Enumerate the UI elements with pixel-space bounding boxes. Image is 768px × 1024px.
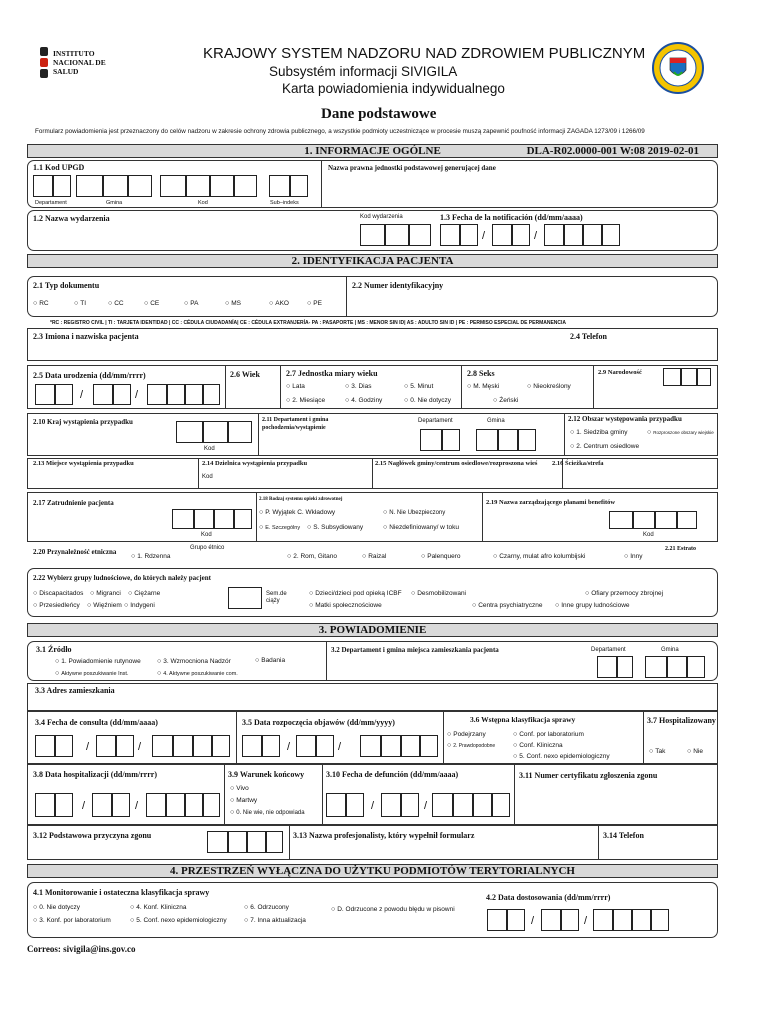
doc-type-pa[interactable]: ○ PA: [184, 300, 198, 307]
monit-inna[interactable]: ○ 7. Inna aktualizacja: [244, 917, 306, 924]
jednostka-label: 2.7 Jednostka miary wieku: [286, 369, 378, 378]
upgd-label: 1.1 Kod UPGD: [33, 163, 85, 172]
obszar-rozproszone[interactable]: ○ Rozproszone obszary wiejskie: [647, 429, 714, 436]
unit-minut[interactable]: ○ 5. Minut: [404, 383, 433, 390]
grupa-ofiary[interactable]: ○ Ofiary przemocy zbrojnej: [585, 590, 663, 597]
data-ur-label: 2.5 Data urodzenia (dd/mm/rrrr): [33, 371, 146, 380]
kod-wydarzenia-box[interactable]: [360, 224, 431, 246]
upgd-dept-box[interactable]: [33, 175, 71, 197]
defuncion-day[interactable]: [326, 793, 364, 817]
data-ur-year[interactable]: [147, 384, 220, 405]
grupa-matki[interactable]: ○ Matki społecznościowe: [309, 602, 382, 609]
grupa-wiezniem[interactable]: ○ Więźniem: [87, 602, 122, 609]
grupa-inne[interactable]: ○ Inne grupy ludnościowe: [555, 602, 630, 609]
dept-label: Departament: [418, 418, 453, 424]
data-ur-month[interactable]: [93, 384, 131, 405]
section-3-header: [27, 623, 718, 637]
wiek-label: 2.6 Wiek: [230, 370, 260, 379]
grupa-icbf[interactable]: ○ Dzieci/dzieci pod opieką ICBF: [309, 590, 402, 597]
rodzaj-szczegolny[interactable]: ○ E. Szczególny: [259, 524, 300, 531]
monit-label: 4.1 Monitorowanie i ostateczna klasyfikacja sprawy: [33, 888, 210, 897]
doc-type-ako[interactable]: ○ AKO: [269, 300, 289, 307]
objawy-label: 3.5 Data rozpoczęcia objawów (dd/mm/yyyy): [242, 718, 395, 727]
etn-rdzenna[interactable]: ○ 1. Rdzenna: [131, 553, 170, 560]
grupa-discapacitados[interactable]: ○ Discapacitados: [33, 590, 83, 597]
sem-ciazy-box[interactable]: [228, 587, 262, 609]
warunek-martwy[interactable]: ○ Martwy: [230, 797, 257, 804]
dept-zam-dept-box[interactable]: [597, 656, 633, 678]
system-title: KRAJOWY SYSTEM NADZORU NAD ZDROWIEM PUBLICZNYM: [203, 45, 646, 62]
rodzaj-wyjatek[interactable]: ○ P. Wyjątek C. Wkładowy: [259, 509, 335, 516]
zatrudnienie-box[interactable]: [172, 509, 252, 529]
kod-wydarzenia-label: Kod wydarzenia: [360, 214, 403, 220]
doc-legend: *RC : REGISTRO CIVIL | TI : TARJETA IDENTIDAD | CC : CÉDULA CIUDADANÍA| CE : CÉDULA EXTRANJERÍA- PA : PASAPORTE | MS : MENOR SIN ID| AS : ADULTO SIN ID | PE : PERMISO ESPECIAL DE PERMANENCIA: [50, 320, 567, 326]
intro-text: Formularz powiadomienia jest przeznaczony do celów nadzoru w zakresie ochrony zdrowia publicznego, a wszystkie podmioty uczestniczące w procesie muszą zapewnić poufność informacji ZAGADA 1273/09 i 1266/09: [35, 128, 645, 135]
section-2-header: [27, 254, 718, 268]
data-dost-label: 4.2 Data dostosowania (dd/mm/rrrr): [486, 893, 611, 902]
fecha-notif-label: 1.3 Fecha de la notificación (dd/mm/aaaa): [440, 213, 583, 222]
unit-godziny[interactable]: ○ 4. Godziny: [345, 397, 382, 404]
dept-box[interactable]: [420, 429, 460, 451]
monit-nie-dotyczy[interactable]: ○ 0. Nie dotyczy: [33, 904, 80, 911]
section-4-header: [27, 864, 718, 878]
footer-email[interactable]: Correos: sivigila@ins.gov.co: [27, 944, 136, 954]
data-dost-day[interactable]: [487, 909, 525, 931]
logo-line-3: SALUD: [53, 67, 79, 76]
klasyf-podejrzany[interactable]: ○ Podejrzany: [447, 731, 486, 738]
consulta-day[interactable]: [35, 735, 73, 757]
obszar-siedziba[interactable]: ○ 1. Siedziba gminy: [570, 429, 628, 436]
przyczyna-box[interactable]: [207, 831, 283, 853]
dept-zam-label: 3.2 Departament i gmina miejsca zamieszkania pacjenta: [331, 646, 499, 654]
doc-type-pe[interactable]: ○ PE: [307, 300, 322, 307]
defuncion-year[interactable]: [432, 793, 510, 817]
etn-raizal[interactable]: ○ Raizal: [362, 553, 386, 560]
monit-lab[interactable]: ○ 3. Konf. por laboratorium: [33, 917, 111, 924]
logo-line-2: NACIONAL DE: [53, 58, 106, 67]
zarzadzajacy-label: 2.19 Nazwa zarządzającego planami benefitów: [486, 499, 616, 506]
sem-ciazy-label: Sem.de ciąży: [266, 591, 287, 604]
data-hosp-month[interactable]: [92, 793, 130, 817]
objawy-day[interactable]: [242, 735, 280, 757]
rodzaj-niezdefiniowany[interactable]: ○ Niezdefiniowany/ w toku: [383, 524, 459, 531]
nr-id-label: 2.2 Numer identyfikacyjny: [352, 281, 444, 290]
fecha-notif-year[interactable]: [544, 224, 620, 246]
telefon-3-label: 3.14 Telefon: [603, 831, 644, 840]
seks-zenski[interactable]: ○ Żeński: [493, 397, 518, 404]
section-3-title: 3. POWIADOMIENIE: [318, 624, 427, 636]
doc-type-ti[interactable]: ○ TI: [74, 300, 86, 307]
data-ur-day[interactable]: [35, 384, 73, 405]
klasyf-label: 3.6 Wstępna klasyfikacja sprawy: [470, 715, 576, 724]
warunek-vivo[interactable]: ○ Vivo: [230, 785, 249, 792]
etn-palenquero[interactable]: ○ Palenquero: [421, 553, 460, 560]
warunek-nie-wie[interactable]: ○ 0. Nie wie, nie odpowiada: [230, 809, 305, 816]
zrodlo-badania[interactable]: ○ Badania: [255, 657, 285, 664]
upgd-gmina-box[interactable]: [76, 175, 152, 197]
monit-odrzucony[interactable]: ○ 6. Odrzucony: [244, 904, 289, 911]
form-title: Karta powiadomienia indywidualnego: [282, 81, 505, 96]
objawy-month[interactable]: [296, 735, 334, 757]
etn-rom[interactable]: ○ 2. Rom, Gitano: [287, 553, 337, 560]
data-hosp-label: 3.8 Data hospitalizacji (dd/mm/rrrr): [33, 770, 157, 779]
gmina-box[interactable]: [476, 429, 536, 451]
rodzaj-subsydiowany[interactable]: ○ S. Subsydiowany: [307, 524, 363, 531]
obszar-label: 2.12 Obszar występowania przypadku: [568, 415, 682, 423]
grupa-indygeni[interactable]: ○ Indygeni: [124, 602, 155, 609]
colombia-seal-icon: [652, 42, 704, 94]
sciezka-label: 2.16 Ścieżka/strefa: [552, 460, 604, 467]
defuncion-month[interactable]: [381, 793, 419, 817]
defuncion-label: 3.10 Fecha de defunción (dd/mm/aaaa): [326, 770, 459, 779]
certyfikat-label: 3.11 Numer certyfikatu zgłoszenia zgonu: [519, 771, 658, 780]
klasyf-nexo[interactable]: ○ 5. Conf. nexo epidemiologiczny: [513, 753, 610, 760]
rodzaj-label: 2.18 Rodzaj systemu opieki zdrowotnej: [259, 497, 343, 502]
klasyf-lab[interactable]: ○ Conf. por laboratorium: [513, 731, 584, 738]
naglowek-label: 2.15 Nagłówek gminy/centrum osiedlowe/rozproszona wieś: [375, 460, 538, 467]
doc-title: Dane podstawowe: [321, 106, 437, 122]
logo-mark: [40, 47, 48, 85]
kraj-box[interactable]: [176, 421, 252, 443]
consulta-label: 3.4 Fecha de consulta (dd/mm/aaaa): [35, 718, 158, 727]
zatrudnienie-label: 2.17 Zatrudnienie pacjenta: [33, 499, 114, 507]
adres-label: 3.3 Adres zamieszkania: [35, 686, 115, 695]
upgd-subindex-box[interactable]: [269, 175, 308, 197]
data-hosp-year[interactable]: [146, 793, 220, 817]
estrato-label: 2.21 Estrato: [665, 546, 696, 552]
data-hosp-day[interactable]: [35, 793, 73, 817]
miejsce-label: 2.13 Miejsce wystąpienia przypadku: [33, 460, 134, 467]
form-code: DLA-R02.0000-001 W:08 2019-02-01: [526, 145, 699, 157]
doc-type-cc[interactable]: ○ CC: [108, 300, 124, 307]
grupa-ciezarne[interactable]: ○ Ciężarne: [128, 590, 160, 597]
unit-lata[interactable]: ○ Lata: [286, 383, 305, 390]
unit-nie-dotyczy[interactable]: ○ 0. Nie dotyczy: [404, 397, 451, 404]
section-4-title: 4. PRZESTRZEŃ WYŁĄCZNA DO UŻYTKU PODMIOTÓW TERYTORIALNYCH: [170, 865, 575, 877]
seks-meski[interactable]: ○ M. Męski: [467, 383, 499, 390]
grupa-desmobilizowani[interactable]: ○ Desmobilizowani: [411, 590, 466, 597]
unit-miesiace[interactable]: ○ 2. Miesiące: [286, 397, 325, 404]
klasyf-kliniczna[interactable]: ○ Conf. Kliniczna: [513, 742, 563, 749]
upgd-gmina-label: Gmina: [106, 200, 123, 206]
grupa-migranci[interactable]: ○ Migranci: [90, 590, 121, 597]
obszar-centrum[interactable]: ○ 2. Centrum osiedlowe: [570, 443, 639, 450]
warunek-label: 3.9 Warunek końcowy: [228, 770, 305, 779]
ins-logo: [40, 45, 120, 90]
nazwa-wydarzenia-label: 1.2 Nazwa wydarzenia: [33, 214, 110, 223]
dept-zam-dept-label: Departament: [591, 647, 626, 653]
profesjonalista-label: 3.13 Nazwa profesjonalisty, który wypełnił formularz: [293, 831, 475, 840]
zrodlo-label: 3.1 Źródło: [36, 645, 72, 654]
section-1-title: 1. INFORMACJE OGÓLNE: [304, 145, 441, 157]
klasyf-prawdopodobne[interactable]: ○ 2. Prawdopodobne: [447, 742, 495, 749]
monit-kliniczna[interactable]: ○ 4. Konf. Kliniczna: [130, 904, 186, 911]
section-1-header: [27, 144, 718, 158]
zatrudnienie-kod-label: Kod: [201, 532, 212, 538]
kraj-kod-label: Kod: [204, 446, 215, 452]
gmina-label: Gmina: [487, 418, 505, 424]
upgd-dept-label: Departament: [35, 200, 67, 206]
seks-nieokreslony[interactable]: ○ Nieokreślony: [527, 383, 571, 390]
grupy-label: 2.22 Wybierz grupy ludnościowe, do których należy pacjent: [33, 574, 211, 582]
monit-blad[interactable]: ○ D. Odrzucone z powodu błędu w pisowni: [331, 906, 455, 913]
consulta-month[interactable]: [96, 735, 134, 757]
data-dost-year[interactable]: [593, 909, 669, 931]
fecha-notif-day[interactable]: [440, 224, 478, 246]
consulta-year[interactable]: [152, 735, 230, 757]
monit-nexo[interactable]: ○ 5. Conf. nexo epidemiologiczny: [130, 917, 227, 924]
doc-type-ms[interactable]: ○ MS: [225, 300, 241, 307]
narodowosc-box[interactable]: [663, 368, 711, 386]
przyczyna-label: 3.12 Podstawowa przyczyna zgonu: [33, 831, 152, 840]
typ-dokumentu-label: 2.1 Typ dokumentu: [33, 281, 100, 290]
etn-inny[interactable]: ○ Inny: [624, 553, 643, 560]
logo-line-1: INSTITUTO: [53, 49, 95, 58]
grupa-przesiedlency[interactable]: ○ Przesiedleńcy: [33, 602, 80, 609]
telefon-label: 2.4 Telefon: [570, 332, 607, 341]
doc-type-ce[interactable]: ○ CE: [144, 300, 159, 307]
hosp-label: 3.7 Hospitalizowany: [647, 716, 716, 725]
zrodlo-inst[interactable]: ○ Aktywne poszukiwanie Inst.: [55, 670, 129, 677]
section-2-title: 2. IDENTYFIKACJA PACJENTA: [291, 255, 454, 267]
upgd-subindex-label: Sub–indeks: [270, 200, 299, 206]
upgd-kod-label: Kod: [198, 200, 208, 206]
upgd-kod-box[interactable]: [160, 175, 257, 197]
zarzadzajacy-kod-label: Kod: [643, 532, 654, 538]
zrodlo-wzmocniona[interactable]: ○ 3. Wzmocniona Nadzór: [157, 658, 231, 665]
dept-gmina-label: 2.11 Departament i gmina pochodzenia/wystąpienie: [262, 417, 329, 431]
etn-czarny[interactable]: ○ Czarny, mulat afro kolumbijski: [493, 553, 585, 560]
nazwa-prawna-label: Nazwa prawna jednostki podstawowej generującej dane: [328, 164, 496, 172]
unit-dias[interactable]: ○ 3. Dias: [345, 383, 371, 390]
przynaleznosc-label: 2.20 Przynależność etniczna: [33, 548, 117, 556]
dzielnica-label: 2.14 Dzielnica wystąpienia przypadku: [202, 460, 308, 467]
doc-type-rc[interactable]: ○ RC: [33, 300, 49, 307]
rodzaj-nie-ubezp[interactable]: ○ N. Nie Ubezpieczony: [383, 509, 445, 516]
grupa-psychiatryczne[interactable]: ○ Centra psychiatryczne: [472, 602, 543, 609]
fecha-notif-month[interactable]: [492, 224, 530, 246]
seks-label: 2.8 Seks: [467, 369, 495, 378]
subsystem-title: Subsystém informacji SIVIGILA: [269, 64, 458, 79]
data-dost-month[interactable]: [541, 909, 579, 931]
grupo-etnico-label: Grupo étnico: [190, 545, 225, 551]
objawy-year[interactable]: [360, 735, 438, 757]
zarzadzajacy-box[interactable]: [609, 511, 697, 529]
zrodlo-rutynowe[interactable]: ○ 1. Powiadomienie rutynowe: [55, 658, 141, 665]
zrodlo-com[interactable]: ○ 4. Aktywne poszukiwanie com.: [157, 670, 238, 677]
narodowosc-label: 2.9 Narodowość: [598, 369, 642, 376]
kraj-label: 2.10 Kraj wystąpienia przypadku: [33, 418, 133, 426]
adres-row: [27, 683, 718, 711]
dept-zam-gmina-box[interactable]: [645, 656, 705, 678]
dept-zam-gmina-label: Gmina: [661, 647, 679, 653]
hosp-nie[interactable]: ○ Nie: [687, 748, 703, 755]
hosp-tak[interactable]: ○ Tak: [649, 748, 665, 755]
dzielnica-kod-label: Kod: [202, 474, 213, 480]
imiona-label: 2.3 Imiona i nazwiska pacjenta: [33, 332, 139, 341]
